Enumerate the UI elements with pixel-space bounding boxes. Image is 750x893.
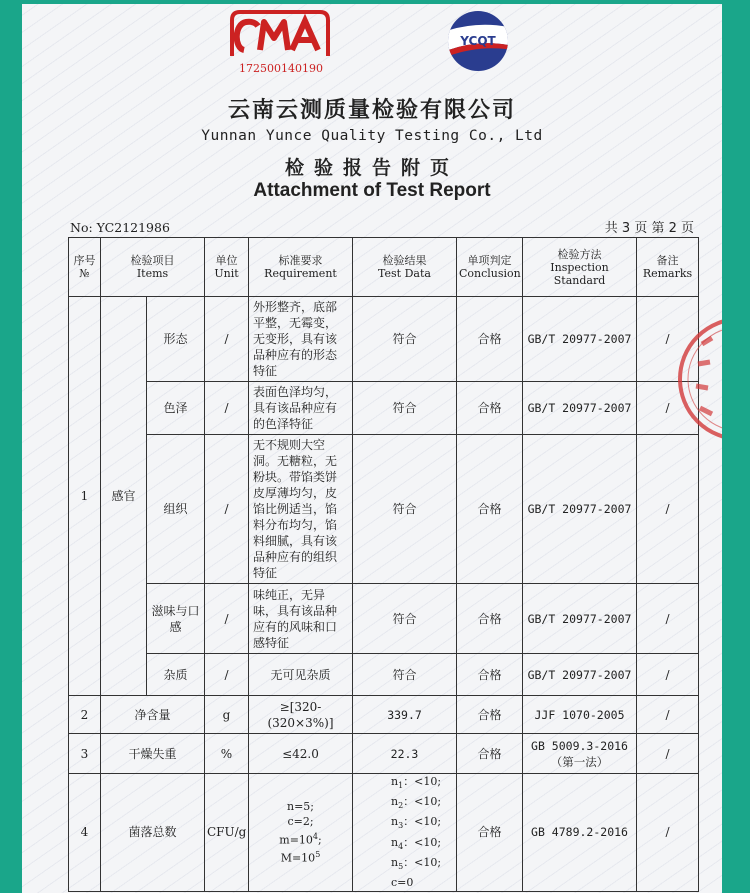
- row-method: GB/T 20977-2007: [523, 382, 637, 435]
- row-conclusion: 合格: [457, 584, 523, 654]
- row-conclusion: 合格: [457, 382, 523, 435]
- company-name-cn: 云南云测质量检验有限公司: [227, 98, 516, 123]
- row-conclusion: 合格: [457, 734, 523, 774]
- row-remark: /: [637, 696, 699, 734]
- row-requirement: 味纯正，无异味，具有该品种应有的风味和口感特征: [249, 584, 353, 654]
- row-method: GB/T 20977-2007: [523, 654, 637, 696]
- row-item: 滋味与口感: [147, 584, 205, 654]
- row-remark: /: [637, 382, 699, 435]
- table-header-row: [69, 238, 699, 297]
- ycqt-logo: [441, 8, 515, 74]
- row-unit: /: [205, 382, 249, 435]
- row-result: 339.7: [353, 696, 457, 734]
- row-method: GB 5009.3-2016 （第一法）: [523, 734, 637, 774]
- table-row: [69, 584, 699, 654]
- row-conclusion: 合格: [457, 696, 523, 734]
- header-requirement: 标准要求 Requirement: [249, 238, 353, 297]
- row-result: $n_1$：<10; $n_2$：<10; $n_3$：<10; $n_4$：<10; $n_5$：<10; c=0: [353, 774, 457, 892]
- method-note: （第一法）: [550, 754, 609, 769]
- report-title-cn: 检验报告附页: [284, 157, 459, 179]
- report-sheet: [22, 4, 722, 893]
- row-unit: /: [205, 297, 249, 382]
- row-item: 杂质: [147, 654, 205, 696]
- row-item: 形态: [147, 297, 205, 382]
- row-requirement: 表面色泽均匀，具有该品种应有的色泽特征: [249, 382, 353, 435]
- table-row: [69, 297, 699, 382]
- row-no: 4: [69, 774, 101, 892]
- row-method: JJF 1070-2005: [523, 696, 637, 734]
- row-unit: g: [205, 696, 249, 734]
- company-seal-stamp: [672, 304, 722, 454]
- header-unit: 单位 Unit: [205, 238, 249, 297]
- row-item: 净含量: [101, 696, 205, 734]
- row-result: 符合: [353, 382, 457, 435]
- row-conclusion: 合格: [457, 774, 523, 892]
- test-results-table: [68, 237, 699, 892]
- svg-text:YCQT: YCQT: [460, 34, 496, 48]
- row-requirement: 外形整齐，底部平整，无霉变，无变形，具有该品种应有的形态特征: [249, 297, 353, 382]
- row-requirement: 无不规则大空洞。无糖粒，无粉块。带馅类饼皮厚薄均匀，皮馅比例适当，馅料分布均匀，馅料细腻，具有该品种应有的组织特征: [249, 435, 353, 584]
- row-item: 组织: [147, 435, 205, 584]
- row-method: GB/T 20977-2007: [523, 584, 637, 654]
- row-conclusion: 合格: [457, 654, 523, 696]
- row-conclusion: 合格: [457, 297, 523, 382]
- row-no: 1: [69, 297, 101, 696]
- page-indicator: 共 3 页 第 2 页: [604, 221, 694, 236]
- row-result: 符合: [353, 584, 457, 654]
- header-method: 检验方法 Inspection Standard: [523, 238, 637, 297]
- report-number: No: YC2121986: [70, 220, 170, 235]
- row-remark: /: [637, 734, 699, 774]
- row-result: 符合: [353, 297, 457, 382]
- row-remark: /: [637, 435, 699, 584]
- row-unit: /: [205, 654, 249, 696]
- row-item: 色泽: [147, 382, 205, 435]
- report-title-en: Attachment of Test Report: [253, 180, 491, 201]
- row-item: 干燥失重: [101, 734, 205, 774]
- row-category: 感官: [101, 297, 147, 696]
- header-test-data: 检验结果 Test Data: [353, 238, 457, 297]
- row-unit: CFU/g: [205, 774, 249, 892]
- table-row: [69, 734, 699, 774]
- table-row: [69, 382, 699, 435]
- table-row: [69, 654, 699, 696]
- header-no: 序号 №: [69, 238, 101, 297]
- row-requirement: ≤42.0: [249, 734, 353, 774]
- row-method: GB/T 20977-2007: [523, 297, 637, 382]
- row-item: 菌落总数: [101, 774, 205, 892]
- cma-number: 172500140190: [239, 62, 323, 75]
- row-requirement: n=5; c=2; $m=10^4$; $M=10^5$: [249, 774, 353, 892]
- cma-logo: [230, 10, 330, 58]
- header-conclusion: 单项判定 Conclusion: [457, 238, 523, 297]
- table-row: [69, 435, 699, 584]
- row-unit: %: [205, 734, 249, 774]
- table-row: [69, 774, 699, 892]
- header-remarks: 备注 Remarks: [637, 238, 699, 297]
- row-unit: /: [205, 584, 249, 654]
- row-method: GB 4789.2-2016: [523, 774, 637, 892]
- row-conclusion: 合格: [457, 435, 523, 584]
- row-unit: /: [205, 435, 249, 584]
- row-result: 22.3: [353, 734, 457, 774]
- row-method: GB/T 20977-2007: [523, 435, 637, 584]
- row-remark: /: [637, 584, 699, 654]
- row-remark: /: [637, 774, 699, 892]
- row-remark: /: [637, 297, 699, 382]
- header-items: 检验项目 Items: [101, 238, 205, 297]
- table-row: [69, 696, 699, 734]
- row-result: 符合: [353, 435, 457, 584]
- row-result: 符合: [353, 654, 457, 696]
- row-remark: /: [637, 654, 699, 696]
- row-no: 2: [69, 696, 101, 734]
- row-requirement: ≥[320-(320×3%)]: [249, 696, 353, 734]
- company-name-en: Yunnan Yunce Quality Testing Co., Ltd: [201, 128, 543, 144]
- row-no: 3: [69, 734, 101, 774]
- row-requirement: 无可见杂质: [249, 654, 353, 696]
